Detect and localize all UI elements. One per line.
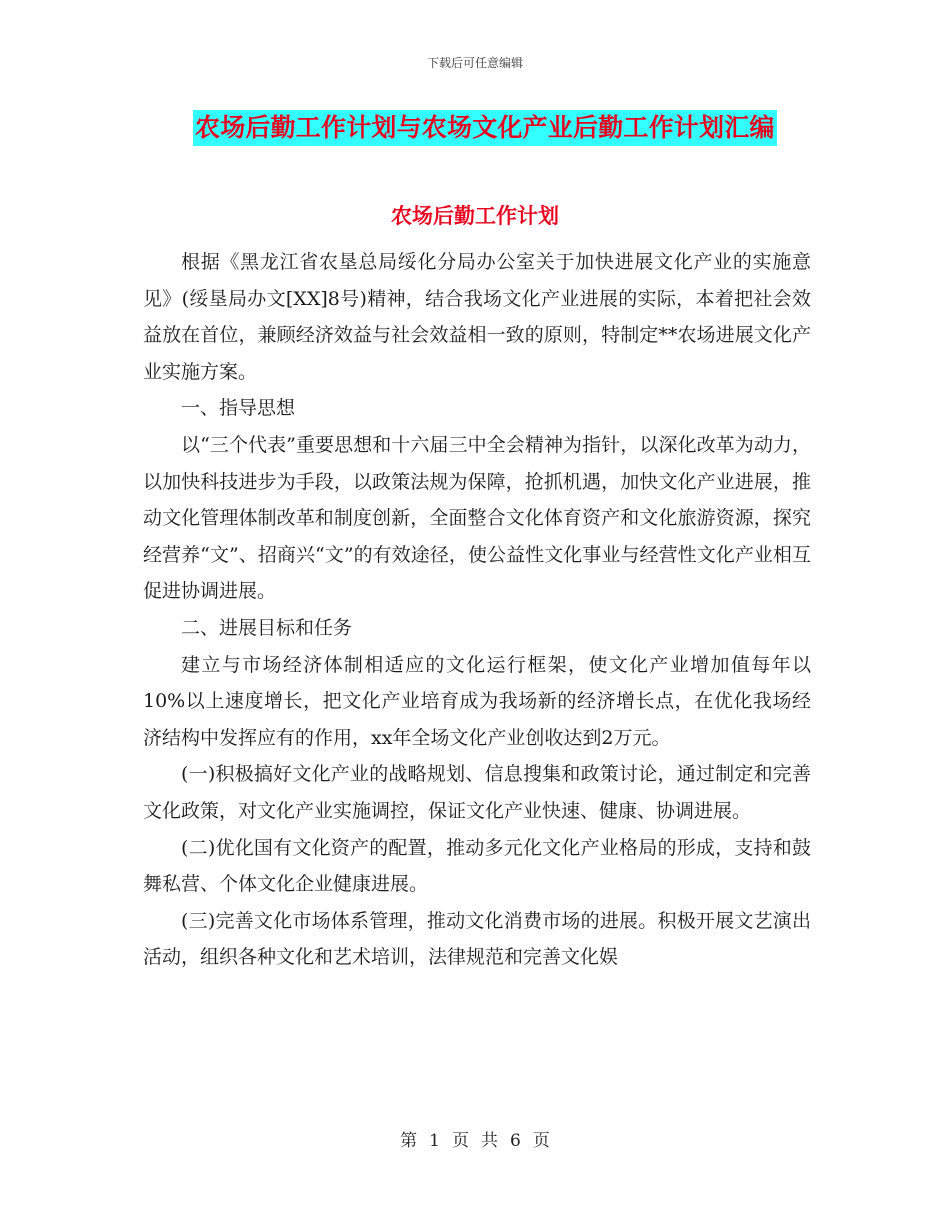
total-pages: 6 (510, 1131, 521, 1151)
paragraph-item-2: (二)优化国有文化资产的配置，推动多元化文化产业格局的形成，支持和鼓舞私营、个体文化企业健康进展。 (143, 836, 811, 896)
footer-total-prefix: 共 (481, 1131, 498, 1151)
document-body (143, 244, 811, 976)
section-title: 农场后勤工作计划 (391, 203, 559, 228)
heading-goals-and-tasks: 二、进展目标和任务 (181, 616, 353, 639)
header-note: 下载后可任意编辑 (426, 56, 523, 70)
footer-total-unit: 页 (532, 1131, 550, 1151)
document-title: 农场后勤工作计划与农场文化产业后勤工作计划汇编 (193, 110, 777, 146)
paragraph-guiding-ideology: 以“三个代表”重要思想和十六届三中全会精神为指针，以深化改革为动力，以加快科技进步为手段，以政策法规为保障，抢抓机遇，加快文化产业进展，推动文化管理体制改革和制度创新，全面整合文化体育资产和文化旅游资源，探究经营养“文”、招商兴“文”的有效途径，使公益性文化事业与经营性文化产业相互促进协调进展。 (143, 433, 811, 603)
paragraph-intro: 根据《黑龙江省农垦总局绥化分局办公室关于加快进展文化产业的实施意见》(绥垦局办文[XX]8号)精神，结合我场文化产业进展的实际，本着把社会效益放在首位，兼顾经济效益与社会效益相一致的原则，特制定**农场进展文化产业实施方案。 (143, 251, 811, 383)
page-number: 1 (429, 1131, 440, 1151)
paragraph-item-3: (三)完善文化市场体系管理，推动文化消费市场的进展。积极开展文艺演出活动，组织各种文化和艺术培训，法律规范和完善文化娱 (143, 909, 811, 969)
footer-prefix: 第 (400, 1131, 418, 1151)
footer-page-unit: 页 (452, 1131, 469, 1151)
page-footer (0, 1126, 950, 1151)
paragraph-item-1: (一)积极搞好文化产业的战略规划、信息搜集和政策讨论，通过制定和完善文化政策，对文化产业实施调控，保证文化产业快速、健康、协调进展。 (143, 763, 811, 822)
heading-guiding-ideology: 一、指导思想 (181, 397, 296, 420)
paragraph-goals: 建立与市场经济体制相适应的文化运行框架，使文化产业增加值每年以10%以上速度增长，把文化产业培育成为我场新的经济增长点，在优化我场经济结构中发挥应有的作用，xx年全场文化产业创收达到2万元。 (143, 653, 811, 749)
